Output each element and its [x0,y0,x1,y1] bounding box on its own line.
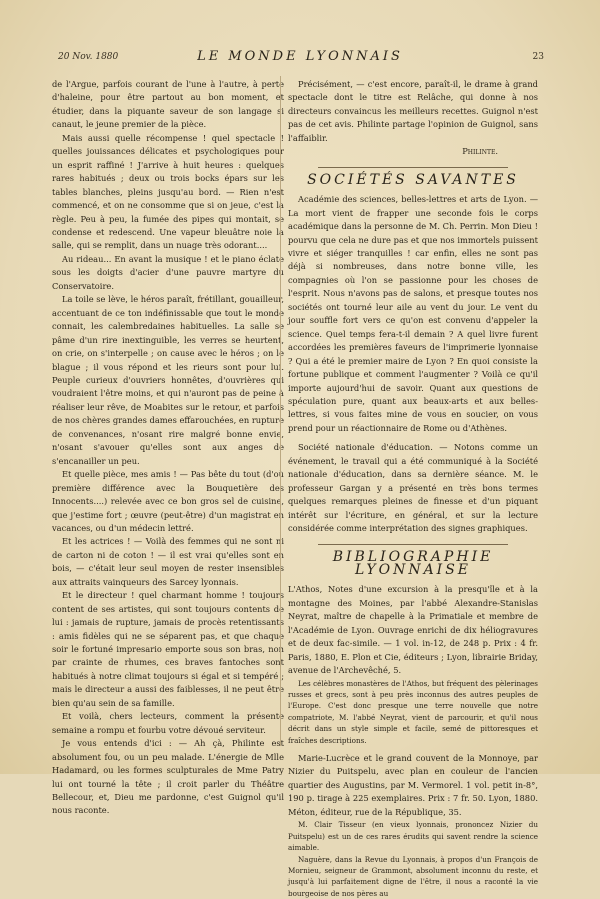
paragraph: La toile se lève, le héros paraît, frétillant, gouailleur, accentuant de ce ton indéfinissable que tout le monde connait, les calembredaines habituelles. La salle se pâme d'un rire inextinguible, les verres se heurtent, on crie, on s'interpelle ; on cause avec le héros ; on le blague ; il vous répond et les rieurs sont pour lui. Peuple curieux d'ouvriers honnêtes, d'ouvrières qui voudraient l'être moins, et qui n'auront pas de peine à réaliser leur rêve, de Moabites sur le retour, et parfois de nos chères grandes dames effarouchées, en rupture de convenances, n'osant rire malgré bonne envie, n'osant s'avouer qu'elles sont aux anges de s'encanailler un peu. [52,293,284,468]
paragraph: Et voilà, chers lecteurs, comment la présente semaine a rompu et fourbu votre dévoué serviteur. [52,710,284,737]
column-divider [280,76,281,746]
section-title-societes-savantes: SOCIÉTÉS SAVANTES [288,174,538,187]
paragraph: Société nationale d'éducation. — Notons comme un événement, le travail qui a été communiqué à la Société nationale d'éducation, dans sa dernière séance. M. le professeur Gargan y a présenté en très bons termes quelques remarques pleines de finesse et d'un piquant intérêt sur l'écriture, en général, et sur la lecture considérée comme interprétation des signes graphiques. [288,441,538,535]
masthead-title: LE MONDE LYONNAIS [0,49,600,64]
paragraph: Et les actrices ! — Voilà des femmes qui ne sont ni de carton ni de coton ! — il est vrai qu'elles sont en bois, — c'était leur seul moyen de rester insensibles aux attraits vainqueurs des Sarcey lyonnais. [52,535,284,589]
header-date: 20 Nov. 1880 [58,52,118,62]
paragraph: M. Clair Tisseur (en vieux lyonnais, prononcez Nizier du Puitspelu) est un de ces rares érudits qui savent rendre la science aimable. [288,819,538,853]
paragraph: Académie des sciences, belles-lettres et arts de Lyon. — La mort vient de frapper une seconde fois le corps académique dans la personne de M. Ch. Perrin. Mon Dieu ! pourvu que cela ne dure pas et que nos immortels puissent vivre et siéger tranquilles ! car enfin, elles ne sont pas déjà si nombreuses, dans notre bonne ville, les compagnies où l'on se passionne pour les choses de l'esprit. Nous n'avons pas de salons, et presque toutes nos sociétés ont tourné leur aile au vent du jour. Le vent du jour souffle fort vers ce qu'on est convenu d'appeler la science. Quel temps fera-t-il demain ? A quel livre furent accordées les premières faveurs de l'imprimerie lyonnaise ? Qui a été le premier maire de Lyon ? En quoi consiste la fortune publique et comment l'augmenter ? Voilà ce qu'il importe aujourd'hui de savoir. Quant aux questions de spéculation pure, quant aux beaux-arts et aux belles-lettres, si vous faites mine de vous en soucier, on vous prend pour un réactionnaire de Rome ou d'Athènes. [288,193,538,435]
paragraph: Je vous entends d'ici : — Ah çà, Philinte est absolument fou, ou un peu malade. L'énergie de Mlle Hadamard, ou les formes sculpturales de Mme Patry lui ont tourné la tête ; il croit parler du Théâtre Bellecour, et, Dieu me pardonne, c'est Guignol qu'il nous raconte. [52,737,284,818]
left-column [52,78,284,818]
paragraph: Au rideau... En avant la musique ! et le piano éclate sous les doigts d'acier d'une pauvre martyre du Conservatoire. [52,253,284,293]
paragraph: L'Athos, Notes d'une excursion à la presqu'île et à la montagne des Moines, par l'abbé Alexandre-Stanislas Neyrat, maître de chapelle à la Primatiale et membre de l'Académie de Lyon. Ouvrage enrichi de dix héliogravures et de deux fac-simile. — 1 vol. in-12, de 248 p. Prix : 4 fr. Paris, 1880, E. Plon et Cie, éditeurs ; Lyon, librairie Briday, avenue de l'Archevêché, 5. [288,583,538,677]
paragraph: Mais aussi quelle récompense ! quel spectacle ! quelles jouissances délicates et psychologiques pour un esprit raffiné ! J'arrive à huit heures : quelques rares habitués ; deux ou trois bocks épars sur les tables blanches, pleins jusqu'au bord. — Rien n'est commencé, et on ne consomme que si on jeue, c'est la règle. Peu à peu, la fumée des pipes qui montait, se condense et redescend. Une vapeur bleuâtre noie la salle, qui se remplit, dans un nuage très odorant.... [52,132,284,253]
section-title-bibliographie: BIBLIOGRAPHIE LYONNAISE [288,551,538,578]
page-number: 23 [533,52,544,62]
signature: Philinte. [288,145,538,158]
section-rule [318,167,508,168]
paragraph: Et quelle pièce, mes amis ! — Pas bête du tout (d'où première différence avec la Bouquetière des Innocents....) relevée avec ce bon gros sel de cuisine, que j'estime fort ; œuvre (peut-être) d'un magistrat en vacances, ou d'un médecin lettré. [52,468,284,535]
right-column [288,78,538,899]
page-header [0,50,600,70]
paragraph: Et le directeur ! quel charmant homme ! toujours content de ses artistes, qui sont toujours contents de lui : jamais de rupture, jamais de procès retentissants : amis fidèles qui ne se séparent pas, et que chaque soir le fortuné impresario emporte sous son bras, non par crainte de rhumes, ces braves fantoches sont habitués à notre climat toujours si égal et si tempéré ; mais le directeur a aussi des faiblesses, il ne peut être bien qu'au sein de sa famille. [52,589,284,710]
paragraph: de l'Argue, parfois courant de l'une à l'autre, à perte d'haleine, pour être partout au bon moment, et étudier, dans la piquante saveur de son langage si canaut, le jeune premier de la pièce. [52,78,284,132]
paragraph: Naguère, dans la Revue du Lyonnais, à propos d'un François de Mornieu, seigneur de Grammont, absolument inconnu du reste, et jusqu'à lui parfaitement digne de l'être, il nous a raconté la vie bourgeoise de nos pères au [288,854,538,899]
paragraph: Marie-Lucrèce et le grand couvent de la Monnoye, par Nizier du Puitspelu, avec plan en couleur de l'ancien quartier des Augustins, par M. Vermorel. 1 vol. petit in-8°, 190 p. tirage à 225 exemplaires. Prix : 7 fr. 50. Lyon, 1880. Méton, éditeur, rue de la République, 35. [288,752,538,819]
paragraph: Précisément, — c'est encore, paraît-il, le drame à grand spectacle dont le titre est Relâche, qui donne à nos directeurs convaincus les meilleurs recettes. Guignol n'est pas de cet avis. Philinte partage l'opinion de Guignol, sans l'affaiblir. [288,78,538,145]
section-rule [318,544,508,545]
paragraph: Les célèbres monastères de l'Athos, but fréquent des pèlerinages russes et grecs, sont à peu près inconnus des autres peuples de l'Europe. C'est donc presque une terre nouvelle que notre compatriote, M. l'abbé Neyrat, vient de parcourir, et qu'il nous décrit dans un style simple et facile, semé de pittoresques et fraîches descriptions. [288,678,538,746]
